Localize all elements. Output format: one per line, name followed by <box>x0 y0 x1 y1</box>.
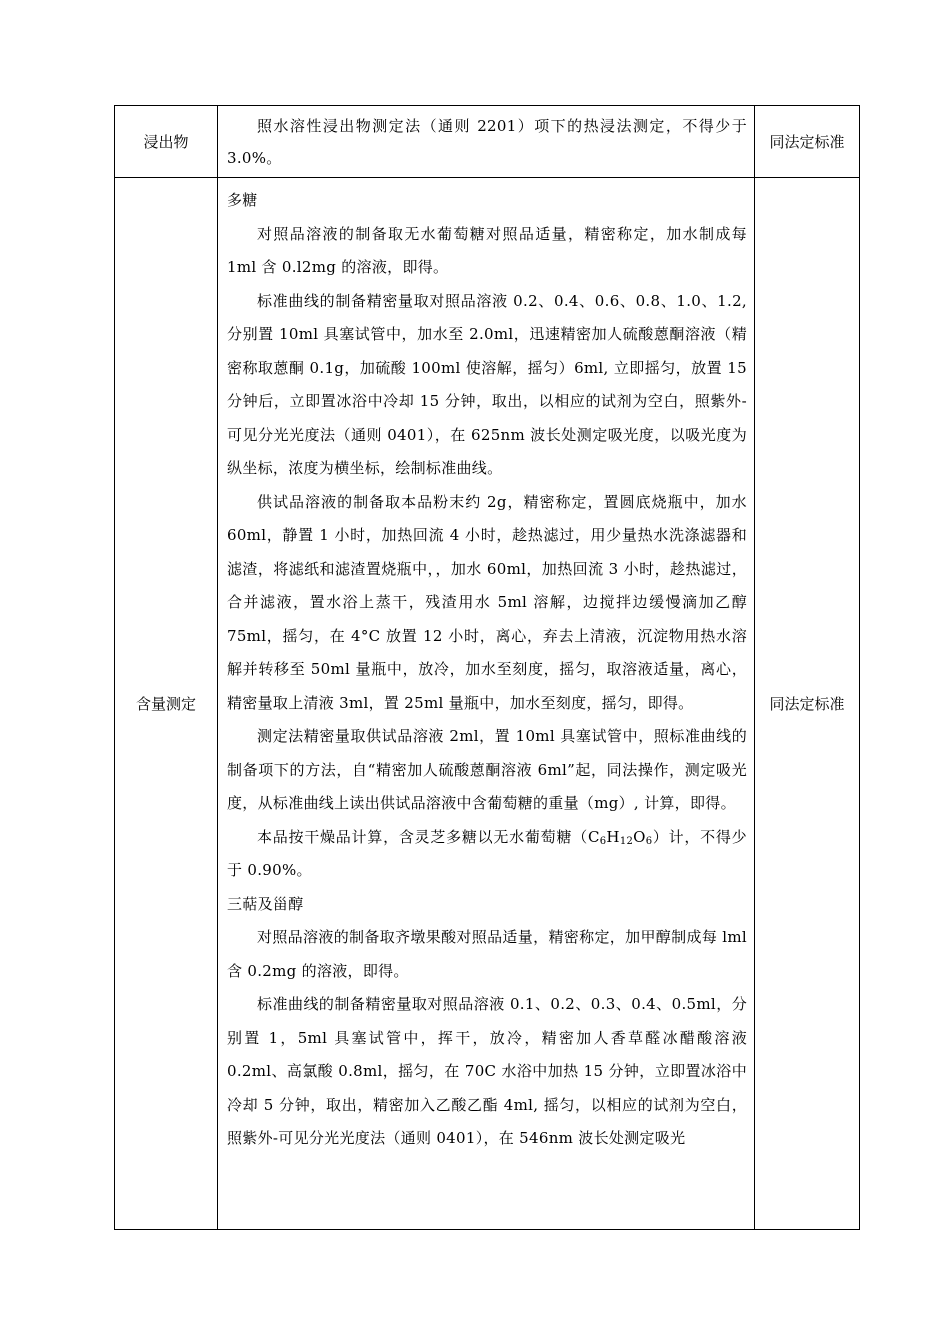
table-row <box>115 178 860 1230</box>
paragraph: 对照品溶液的制备取无水葡萄糖对照品适量，精密称定，加水制成每 1ml 含 0.l2mg 的溶液，即得。 <box>227 224 747 276</box>
paragraph: 标准曲线的制备精密量取对照品溶液 0.2、0.4、0.6、0.8、1.0、1.2,分别置 10ml 具塞试管中，加水至 2.0ml，迅速精密加人硫酸蒽酮溶液（精密称取蒽酮 0.1g，加硫酸 100ml 使溶解，摇匀）6ml, 立即摇匀，放置 15 分钟后，立即置冰浴中冷却 15 分钟，取出，以相应的试剂为空白，照紫外-可见分光光度法（通则 0401），在 625nm 波长处测定吸光度，以吸光度为纵坐标，浓度为横坐标，绘制标准曲线。 <box>227 291 747 477</box>
specification-table <box>114 105 860 1230</box>
text-span: 本品按干燥品计算，含灵芝多糖以无水葡萄糖（C <box>257 827 600 846</box>
text-span: H <box>606 827 620 846</box>
subscript: 6 <box>599 835 607 847</box>
subscript: 6 <box>645 835 653 847</box>
text-span: O <box>633 827 646 846</box>
section-heading: 三萜及甾醇 <box>227 894 304 913</box>
standard-cell: 同法定标准 <box>755 178 860 1230</box>
paragraph <box>227 821 747 888</box>
subscript: 12 <box>619 835 634 847</box>
text-span: ）计，不得少于 0.90%。 <box>227 827 747 879</box>
paragraph: 对照品溶液的制备取齐墩果酸对照品适量，精密称定，加甲醇制成每 lml 含 0.2mg 的溶液，即得。 <box>227 928 747 980</box>
item-cell: 含量测定 <box>115 178 218 1230</box>
paragraph: 测定法精密量取供试品溶液 2ml，置 10ml 具塞试管中，照标准曲线的制备项下的方法，自“精密加人硫酸蒽酮溶液 6ml”起，同法操作，测定吸光度，从标准曲线上读出供试品溶液中含葡萄糖的重量（mg）, 计算，即得。 <box>227 727 747 812</box>
section-heading: 多糖 <box>227 191 258 209</box>
paragraph: 照水溶性浸出物测定法（通则 2201）项下的热浸法测定，不得少于 3.0%。 <box>227 116 747 167</box>
item-cell: 浸出物 <box>115 106 218 178</box>
standard-cell: 同法定标准 <box>755 106 860 178</box>
paragraph: 标准曲线的制备精密量取对照品溶液 0.1、0.2、0.3、0.4、0.5ml，分别置 1，5ml 具塞试管中，挥干，放冷，精密加人香草醛冰醋酸溶液 0.2ml、高氯酸 0.8ml，摇匀，在 70C 水浴中加热 15 分钟，立即置冰浴中冷却 5 分钟，取出，精密加入乙酸乙酯 4ml, 摇匀，以相应的试剂为空白，照紫外-可见分光光度法（通则 0401），在 546nm 波长处测定吸光 <box>227 995 747 1147</box>
content-cell <box>218 106 755 178</box>
content-cell <box>218 178 755 1230</box>
table-row <box>115 106 860 178</box>
paragraph: 供试品溶液的制备取本品粉末约 2g，精密称定，置圆底烧瓶中，加水 60ml，静置 1 小时，加热回流 4 小时，趁热滤过，用少量热水洗涤滤器和滤渣，将滤纸和滤渣置烧瓶中，，加水 60ml，加热回流 3 小时，趁热滤过，合并滤液，置水浴上蒸干，残渣用水 5ml 溶解，边搅拌边缓慢滴加乙醇 75ml，摇匀，在 4°C 放置 12 小时，离心，弃去上清液，沉淀物用热水溶解并转移至 50ml 量瓶中，放冷，加水至刻度，摇匀，取溶液适量，离心，精密量取上清液 3ml，置 25ml 量瓶中，加水至刻度，摇匀，即得。 <box>227 492 747 712</box>
